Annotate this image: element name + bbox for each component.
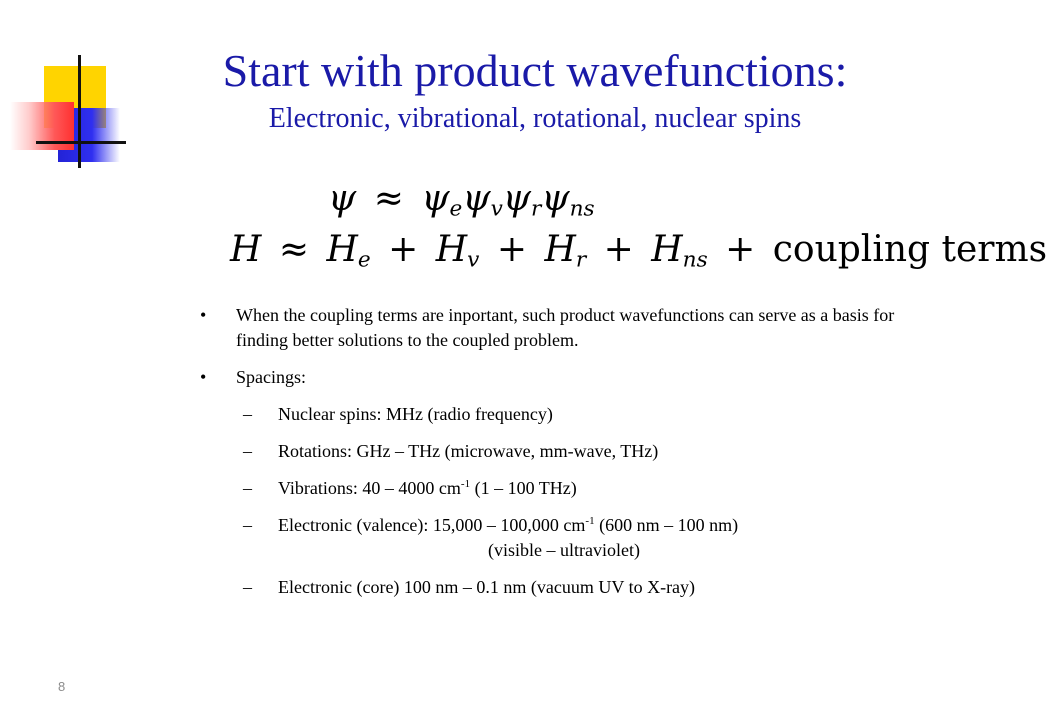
h-r: H	[544, 229, 576, 270]
plus-symbol: +	[725, 229, 756, 270]
sub-v: v	[467, 247, 480, 273]
bullet-coupling	[200, 303, 900, 353]
spacing-nuclear-spins	[200, 402, 900, 427]
slide-subtitle: Electronic, vibrational, rotational, nuclear spins	[268, 103, 802, 134]
h-symbol: H	[230, 229, 262, 270]
spacing-text-after: (600 nm – 100 nm)	[594, 515, 739, 535]
spacing-continuation: (visible – ultraviolet)	[488, 540, 640, 560]
slide-title: Start with product wavefunctions:	[222, 45, 848, 96]
dash-marker: –	[243, 515, 252, 535]
psi-e: ψ	[421, 178, 450, 219]
spacing-vibrations	[200, 476, 900, 501]
slide-body	[200, 303, 900, 612]
dash-marker: –	[243, 404, 252, 424]
sub-r: r	[531, 196, 542, 222]
bullet-spacings	[200, 365, 900, 390]
spacing-text: Electronic (valence): 15,000 – 100,000 cm	[278, 515, 586, 535]
vertical-rule	[78, 55, 81, 168]
sub-ns: ns	[682, 247, 708, 273]
page-number: 8	[58, 679, 66, 694]
psi-ns: ψ	[541, 178, 570, 219]
psi-v: ψ	[462, 178, 491, 219]
h-ns: H	[651, 229, 683, 270]
bullet-marker: •	[200, 305, 207, 325]
bullet-text: When the coupling terms are inportant, such product wavefunctions can serve as a basis for finding better solutions to the coupled problem.	[236, 305, 895, 350]
h-v: H	[435, 229, 468, 270]
spacing-electronic-valence	[200, 513, 900, 563]
plus-symbol: +	[603, 229, 634, 270]
approx-symbol: ≈	[278, 229, 310, 270]
sub-v: v	[490, 196, 503, 222]
corner-decoration	[0, 0, 140, 180]
spacing-text: Vibrations: 40 – 4000 cm	[278, 478, 461, 498]
dash-marker: –	[243, 478, 252, 498]
spacing-text: Electronic (core) 100 nm – 0.1 nm (vacuum UV to X-ray)	[278, 577, 696, 597]
plus-symbol: +	[388, 229, 419, 270]
sub-e: e	[449, 196, 463, 222]
spacing-text: Rotations: GHz – THz (microwave, mm-wave, THz)	[278, 441, 659, 461]
spacing-text: Nuclear spins: MHz (radio frequency)	[278, 404, 553, 424]
h-e: H	[326, 229, 358, 270]
spacing-electronic-core	[200, 575, 900, 600]
wavefunction-equation	[328, 178, 595, 221]
hamiltonian-equation	[230, 229, 1047, 272]
horizontal-rule	[36, 141, 126, 144]
sub-r: r	[575, 247, 587, 273]
spacing-text-after: (1 – 100 THz)	[470, 478, 577, 498]
superscript: -1	[585, 515, 595, 527]
coupling-terms: coupling terms	[772, 229, 1047, 270]
dash-marker: –	[243, 577, 252, 597]
spacing-rotations	[200, 439, 900, 464]
psi-r: ψ	[502, 178, 531, 219]
plus-symbol: +	[496, 229, 527, 270]
approx-symbol: ≈	[373, 178, 404, 219]
bullet-text: Spacings:	[236, 367, 306, 387]
superscript: -1	[460, 478, 471, 490]
sub-e: e	[357, 247, 371, 273]
sub-ns: ns	[569, 196, 595, 222]
psi-symbol: ψ	[328, 178, 357, 219]
dash-marker: –	[243, 441, 252, 461]
bullet-marker: •	[200, 367, 207, 387]
